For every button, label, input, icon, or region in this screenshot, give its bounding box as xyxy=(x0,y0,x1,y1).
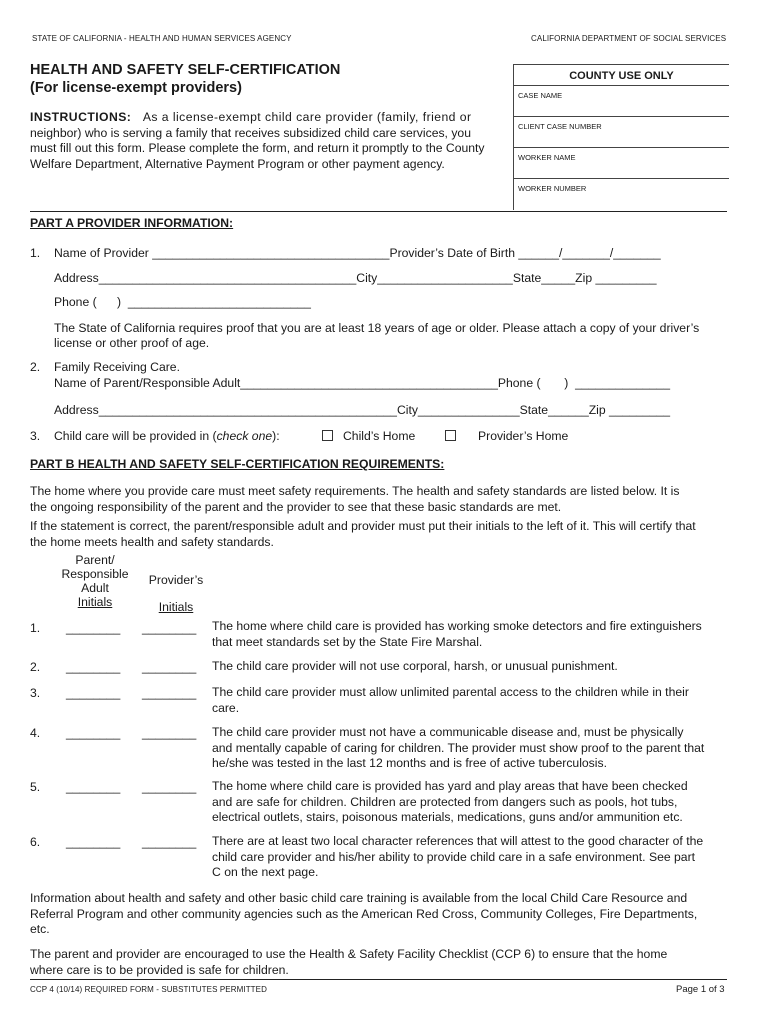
county-use-box xyxy=(513,64,729,210)
provider-address-field[interactable]: Address______________________________________City____________________State_____Zip _________ xyxy=(54,271,657,285)
requirement-text: There are at least two local character references that will attest to the good character of the child care provider and his/her ability to provide child care in a safe environment. See part C on the next page. xyxy=(212,834,704,879)
form-title: HEALTH AND SAFETY SELF-CERTIFICATION xyxy=(30,62,341,78)
department-name: CALIFORNIA DEPARTMENT OF SOCIAL SERVICES xyxy=(531,34,727,43)
provider-initials-blank[interactable]: ________ xyxy=(142,726,197,740)
requirement-number: 3. xyxy=(30,686,41,700)
instructions-label: INSTRUCTIONS: xyxy=(30,110,132,124)
worker-name-field[interactable]: WORKER NAME xyxy=(514,148,729,179)
checklist-info-text: The parent and provider are encouraged to use the Health & Safety Facility Checklist (CCP 6) to ensure that the home where care is to be provided is safe for children. xyxy=(30,947,668,977)
item-number: 3. xyxy=(30,429,41,443)
checkbox-icon[interactable] xyxy=(445,430,456,441)
provider-initials-blank[interactable]: ________ xyxy=(142,621,197,635)
parent-initials-blank[interactable]: ________ xyxy=(66,726,121,740)
requirement-number: 1. xyxy=(30,621,41,635)
divider xyxy=(30,211,727,212)
part-b-intro: The home where you provide care must meet safety requirements. The health and safety standards are listed below. It is the ongoing responsibility of the parent and the provider to see that these basic standards are met. xyxy=(30,484,680,514)
requirement-text: The child care provider must allow unlimited parental access to the children while in their care. xyxy=(212,685,689,715)
provider-initials-blank[interactable]: ________ xyxy=(142,780,197,794)
requirement-number: 4. xyxy=(30,726,41,740)
footer-divider xyxy=(30,979,727,980)
parent-address-field[interactable]: Address____________________________________________City_______________State______Zip _________ xyxy=(54,403,671,417)
parent-initials-blank[interactable]: ________ xyxy=(66,835,121,849)
parent-name-phone-field[interactable]: Name of Parent/Responsible Adult______________________________________Phone ( ) ______________ xyxy=(54,376,670,390)
provider-name-dob-field[interactable]: Name of Provider ___________________________________Provider’s Date of Birth ______/_______/_______ xyxy=(54,246,661,260)
form-id: CCP 4 (10/14) REQUIRED FORM - SUBSTITUTES PERMITTED xyxy=(30,985,267,994)
requirement-text: The home where child care is provided has yard and play areas that have been checked and are safe for children. Children are protected from dangers such as pools, hot tubs, electrical outlets, stairs, poisonous materials, medications, guns and/or ammunition etc. xyxy=(212,779,688,824)
requirement-number: 6. xyxy=(30,835,41,849)
provider-phone-field[interactable]: Phone ( ) ___________________________ xyxy=(54,295,311,309)
requirement-number: 2. xyxy=(30,660,41,674)
requirement-text: The child care provider must not have a communicable disease and, must be physically and mentally capable of caring for children. The provider must show proof to the parent that he/she was tested in the last 12 months and is free of active tuberculosis. xyxy=(212,725,705,770)
part-b-heading: PART B HEALTH AND SAFETY SELF-CERTIFICATION REQUIREMENTS: xyxy=(30,457,445,471)
provider-initials-blank[interactable]: ________ xyxy=(142,835,197,849)
case-name-field[interactable]: CASE NAME xyxy=(514,86,729,117)
age-proof-text-2: license or other proof of age. xyxy=(54,336,210,350)
age-proof-text: The State of California requires proof that you are at least 18 years of age or older. Please attach a copy of your driver’s xyxy=(54,321,700,335)
parent-initials-blank[interactable]: ________ xyxy=(66,660,121,674)
training-info-text: Information about health and safety and other basic child care training is available from the local Child Care Resource and Referral Program and other community agencies such as the American Red Cross, Community Colleges, Fire Departments, etc. xyxy=(30,891,698,936)
provider-initials-blank[interactable]: ________ xyxy=(142,686,197,700)
client-case-number-field[interactable]: CLIENT CASE NUMBER xyxy=(514,117,729,148)
parent-initials-blank[interactable]: ________ xyxy=(66,780,121,794)
agency-name: STATE OF CALIFORNIA - HEALTH AND HUMAN SERVICES AGENCY xyxy=(32,34,292,43)
worker-number-field[interactable]: WORKER NUMBER xyxy=(518,184,587,193)
item-number: 2. xyxy=(30,360,41,374)
requirement-number: 5. xyxy=(30,780,41,794)
parent-initials-blank[interactable]: ________ xyxy=(66,621,121,635)
providers-home-option[interactable]: Provider’s Home xyxy=(445,429,568,445)
provider-initials-blank[interactable]: ________ xyxy=(142,660,197,674)
family-receiving-care-label: Family Receiving Care. xyxy=(54,360,180,374)
instructions: INSTRUCTIONS: As a license-exempt child care provider (family, friend or neighbor) who is serving a family that receives subsidized child care services, you must fill out this form. Please complete the form, and return it promptly to the County Welfare Department, Alternative Payment Program or other payment agency. xyxy=(30,110,485,171)
county-use-heading: COUNTY USE ONLY xyxy=(514,64,729,86)
childs-home-option[interactable]: Child’s Home xyxy=(322,429,415,445)
part-a-heading: PART A PROVIDER INFORMATION: xyxy=(30,216,234,230)
item-number: 1. xyxy=(30,246,41,260)
parent-initials-blank[interactable]: ________ xyxy=(66,686,121,700)
checkbox-icon[interactable] xyxy=(322,430,333,441)
requirement-text: The home where child care is provided has working smoke detectors and fire extinguishers that meet standards set by the State Fire Marshal. xyxy=(212,619,702,649)
parent-initials-column-header: Parent/ Responsible Adult Initials xyxy=(61,553,129,609)
provider-initials-column-header: Provider’s Initials xyxy=(148,573,204,614)
care-location-label: Child care will be provided in (check one): xyxy=(54,429,280,443)
form-subtitle: (For license-exempt providers) xyxy=(30,80,242,96)
page-number: Page 1 of 3 xyxy=(676,984,725,995)
part-b-certify-text: If the statement is correct, the parent/responsible adult and provider must put their initials to the left of it. This will certify that the home meets health and safety standards. xyxy=(30,519,696,549)
requirement-text: The child care provider will not use corporal, harsh, or unusual punishment. xyxy=(212,659,618,673)
